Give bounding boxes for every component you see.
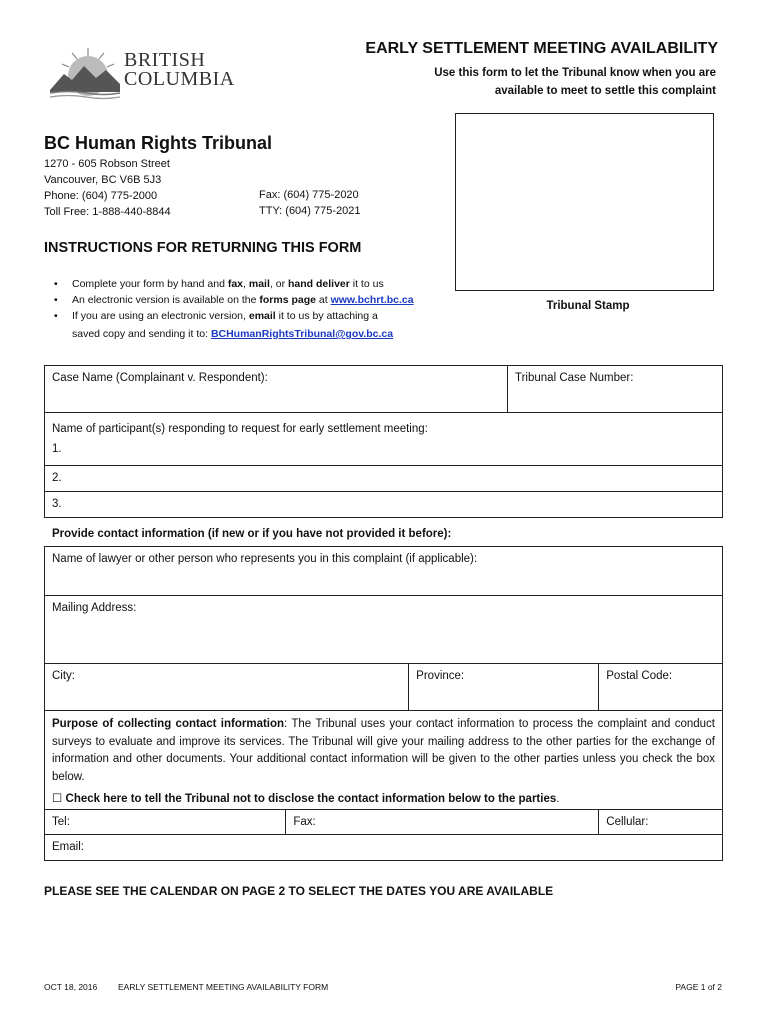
footer-form-name: EARLY SETTLEMENT MEETING AVAILABILITY FORM <box>118 982 329 992</box>
list-item <box>54 276 464 292</box>
address-city: Vancouver, BC V6B 5J3 <box>44 174 162 186</box>
participant-2-label: 2. <box>52 472 62 484</box>
participants-label: Name of participant(s) responding to request for early settlement meeting: <box>52 423 428 435</box>
mailing-address-label: Mailing Address: <box>52 602 137 614</box>
cellular-label: Cellular: <box>606 816 649 828</box>
logo-line-1: BRITISH <box>124 49 206 71</box>
purpose-body: : The Tribunal uses your contact information to process the complaint and conduct surveys to evaluate and improve its services. The Tribunal will give your mailing address to the other parties for the exchange of information and other documents. Your additional contact information will be given to the other parties unless you check the box below. <box>52 718 715 783</box>
logo-wordmark <box>124 51 235 89</box>
instruction-email: email <box>248 310 276 322</box>
contact-info-table <box>44 546 723 861</box>
fax-label: Fax: <box>293 816 316 828</box>
cellular-field[interactable] <box>599 810 723 835</box>
case-name-label: Case Name (Complainant v. Respondent): <box>52 372 268 384</box>
fax-field[interactable] <box>286 810 599 835</box>
case-number-field[interactable] <box>508 366 723 413</box>
list-item <box>54 308 464 324</box>
instruction-text: at <box>315 294 331 306</box>
purpose-heading: Purpose of collecting contact information <box>52 718 285 730</box>
logo-line-2: COLUMBIA <box>124 68 235 90</box>
bullet-icon: • <box>54 294 58 306</box>
lawyer-field[interactable] <box>45 547 723 596</box>
list-item <box>54 292 464 308</box>
case-number-label: Tribunal Case Number: <box>515 372 634 384</box>
purpose-notice <box>45 711 723 810</box>
tel-label: Tel: <box>52 816 70 828</box>
instructions-heading: INSTRUCTIONS FOR RETURNING THIS FORM <box>44 240 362 256</box>
email-label: Email: <box>52 841 84 853</box>
disclosure-checkbox-row[interactable] <box>52 791 715 805</box>
organization-name: BC Human Rights Tribunal <box>44 133 273 153</box>
instruction-sep: , <box>243 278 249 290</box>
participant-2-field[interactable] <box>45 466 723 492</box>
instruction-text: it to us by attaching a <box>275 310 378 322</box>
footer-date: OCT 18, 2016 <box>44 982 98 992</box>
purpose-text <box>52 716 715 786</box>
instruction-text: An electronic version is available on the <box>72 294 260 306</box>
instructions-list <box>54 276 464 342</box>
footer-page-number: PAGE 1 of 2 <box>675 982 722 992</box>
postal-code-label: Postal Code: <box>606 670 673 682</box>
page-title: EARLY SETTLEMENT MEETING AVAILABILITY <box>365 40 718 57</box>
lawyer-label: Name of lawyer or other person who represents you in this complaint (if applicable): <box>52 553 478 565</box>
instruction-text: saved copy and sending it to: <box>72 328 211 340</box>
participant-1-field[interactable] <box>45 413 723 466</box>
instruction-text: it to us <box>349 278 384 290</box>
bullet-icon: • <box>54 310 58 322</box>
contact-heading: Provide contact information (if new or if you have not provided it before): <box>52 528 452 540</box>
instruction-fax: fax <box>227 278 244 290</box>
bullet-icon: • <box>54 278 58 290</box>
address-block <box>44 156 171 220</box>
instruction-hand-deliver: hand deliver <box>287 278 350 290</box>
city-field[interactable] <box>45 664 409 711</box>
city-label: City: <box>52 670 75 682</box>
tel-field[interactable] <box>45 810 286 835</box>
calendar-note: PLEASE SEE THE CALENDAR ON PAGE 2 TO SELECT THE DATES YOU ARE AVAILABLE <box>44 884 554 898</box>
tribunal-stamp-label: Tribunal Stamp <box>546 300 630 312</box>
address-street: 1270 - 605 Robson Street <box>44 158 170 170</box>
email-link[interactable]: BCHumanRightsTribunal@gov.bc.ca <box>210 328 394 340</box>
mailing-address-field[interactable] <box>45 596 723 664</box>
checkbox-label: Check here to tell the Tribunal not to disclose the contact information below to the parties <box>65 793 557 805</box>
participant-3-field[interactable] <box>45 492 723 518</box>
toll-free-number: Toll Free: 1-888-440-8844 <box>44 206 171 218</box>
page-subtitle: Use this form to let the Tribunal know when you are available to meet to settle this complaint <box>434 67 716 97</box>
tty-number: TTY: (604) 775-2021 <box>259 205 361 217</box>
participant-1-label: 1. <box>52 443 62 455</box>
instruction-text: If you are using an electronic version, <box>72 310 249 322</box>
province-field[interactable] <box>409 664 599 711</box>
fax-tty-block <box>259 187 361 219</box>
province-label: Province: <box>416 670 465 682</box>
fax-number: Fax: (604) 775-2020 <box>259 189 359 201</box>
tribunal-stamp-box <box>455 113 714 291</box>
list-item-continuation <box>54 326 464 342</box>
checkbox-period: . <box>556 793 560 805</box>
phone-number: Phone: (604) 775-2000 <box>44 190 158 202</box>
website-link[interactable]: www.bchrt.bc.ca <box>330 294 414 306</box>
instruction-text: Complete your form by hand and <box>72 278 228 290</box>
checkbox-icon[interactable]: ☐ <box>52 793 63 805</box>
case-info-table <box>44 365 723 518</box>
email-field[interactable] <box>45 835 723 861</box>
postal-code-field[interactable] <box>599 664 723 711</box>
instruction-sep: , or <box>269 278 288 290</box>
instruction-mail: mail <box>248 278 270 290</box>
participant-3-label: 3. <box>52 498 62 510</box>
case-name-field[interactable] <box>45 366 508 413</box>
instruction-forms-page: forms page <box>259 294 316 306</box>
